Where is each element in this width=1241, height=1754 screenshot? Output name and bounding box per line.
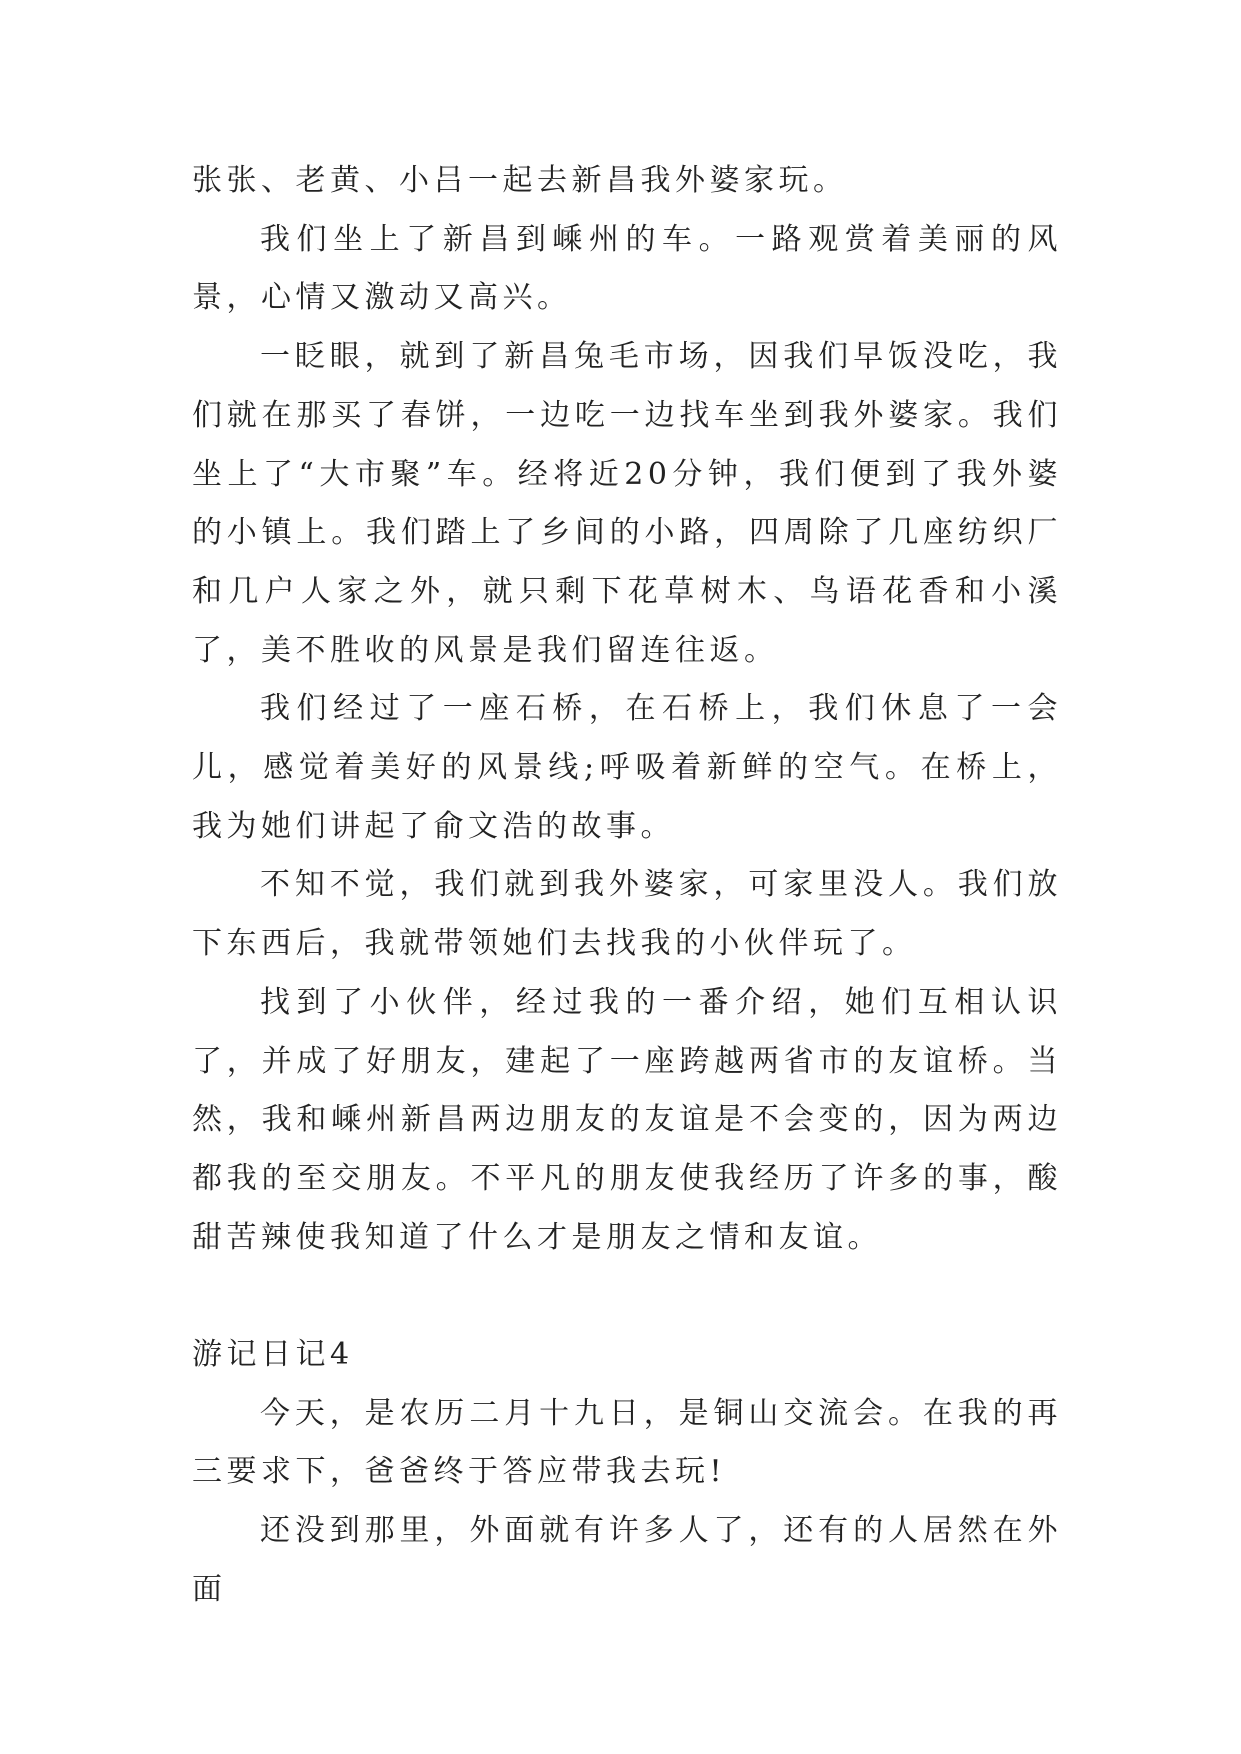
- paragraph: 找到了小伙伴，经过我的一番介绍，她们互相认识了，并成了好朋友，建起了一座跨越两省市的友谊桥。当然，我和嵊州新昌两边朋友的友谊是不会变的，因为两边都我的至交朋友。不平凡的朋友使我经历了许多的事，酸甜苦辣使我知道了什么才是朋友之情和友谊。: [192, 984, 1062, 1255]
- paragraph: 今天，是农历二月十九日，是铜山交流会。在我的再三要求下，爸爸终于答应带我去玩!: [192, 1395, 1062, 1490]
- paragraph: 张张、老黄、小吕一起去新昌我外婆家玩。: [192, 163, 848, 198]
- paragraph: 我们经过了一座石桥，在石桥上，我们休息了一会儿，感觉着美好的风景线;呼吸着新鲜的空气。在桥上，我为她们讲起了俞文浩的故事。: [192, 691, 1062, 844]
- paragraph: 我们坐上了新昌到嵊州的车。一路观赏着美丽的风景，心情又激动又高兴。: [192, 221, 1062, 316]
- document-body: [192, 152, 1062, 1620]
- paragraph: 一眨眼，就到了新昌兔毛市场，因我们早饭没吃，我们就在那买了春饼，一边吃一边找车坐到我外婆家。我们坐上了“大市聚”车。经将近20分钟，我们便到了我外婆的小镇上。我们踏上了乡间的小路，四周除了几座纺织厂和几户人家之外，就只剩下花草树木、鸟语花香和小溪了，美不胜收的风景是我们留连往返。: [192, 339, 1062, 668]
- section-title: 游记日记4: [192, 1337, 354, 1373]
- paragraph: 还没到那里，外面就有许多人了，还有的人居然在外面: [192, 1513, 1062, 1607]
- paragraph: 不知不觉，我们就到我外婆家，可家里没人。我们放下东西后，我就带领她们去找我的小伙伴玩了。: [192, 867, 1062, 962]
